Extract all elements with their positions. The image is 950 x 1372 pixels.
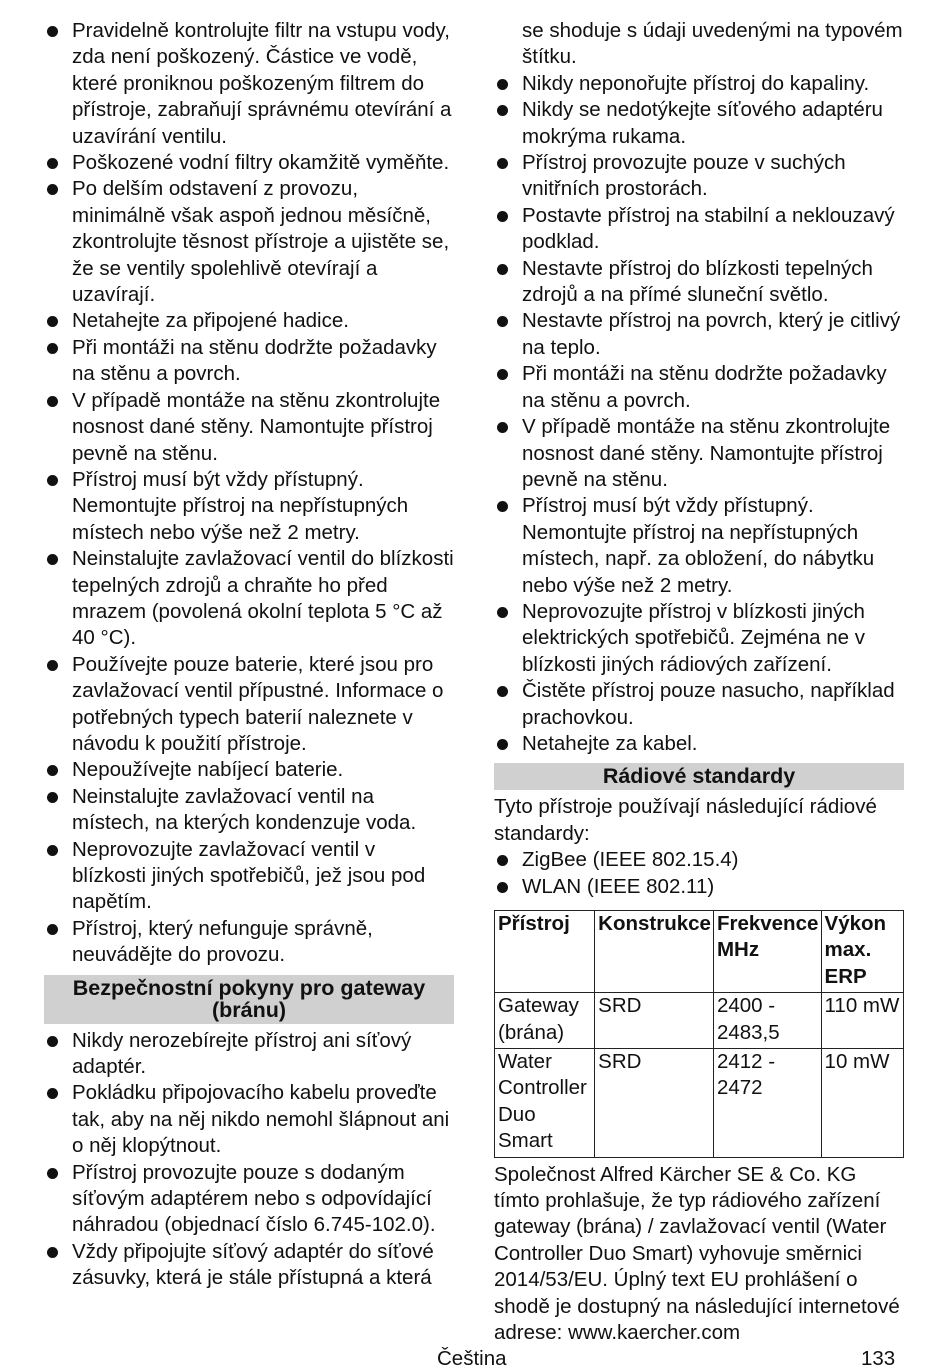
left-column — [44, 18, 454, 1292]
table-cell: Water Controller Duo Smart — [495, 1049, 595, 1158]
list-item: Nikdy neponořujte přístroj do kapaliny. — [494, 71, 904, 97]
gateway-safety-list — [44, 1028, 454, 1292]
table-header-cell: Přístroj — [495, 911, 595, 993]
radio-standards-heading: Rádiové standardy — [494, 763, 904, 790]
table-header-row — [495, 911, 904, 993]
table-cell: Gateway (brána) — [495, 993, 595, 1049]
list-item: Přístroj musí být vždy přístupný. Nemontujte přístroj na nepřístupných místech, např. za obložení, do nábytku nebo výše než 2 metry. — [494, 493, 904, 599]
list-item: ZigBee (IEEE 802.15.4) — [494, 847, 904, 873]
list-item: WLAN (IEEE 802.11) — [494, 874, 904, 900]
radio-table — [494, 910, 904, 1158]
list-item: Nikdy nerozebírejte přístroj ani síťový adaptér. — [44, 1028, 454, 1081]
list-item: Neinstalujte zavlažovací ventil do blízkosti tepelných zdrojů a chraňte ho před mrazem (povolená okolní teplota 5 °C až 40 °C). — [44, 546, 454, 652]
list-item: Při montáži na stěnu dodržte požadavky na stěnu a povrch. — [494, 361, 904, 414]
list-item: Pravidelně kontrolujte filtr na vstupu vody, zda není poškozený. Částice ve vodě, které proniknou poškozeným filtrem do přístroje, zabraňují správnému otevírání a uzavírání ventilu. — [44, 18, 454, 150]
continued-item-text: se shoduje s údaji uvedenými na typovém štítku. — [522, 19, 903, 69]
list-item: Přístroj provozujte pouze s dodaným síťovým adaptérem nebo s odpovídající náhradou (objednací číslo 6.745-102.0). — [44, 1160, 454, 1239]
list-item: Používejte pouze baterie, které jsou pro zavlažovací ventil přípustné. Informace o potřebných typech baterií naleznete v návodu k použití přístroje. — [44, 652, 454, 758]
list-item: Netahejte za připojené hadice. — [44, 308, 454, 334]
list-item: Nestavte přístroj na povrch, který je citlivý na teplo. — [494, 308, 904, 361]
list-item: Neprovozujte zavlažovací ventil v blízkosti jiných spotřebičů, jež jsou pod napětím. — [44, 837, 454, 916]
list-item: Poškozené vodní filtry okamžitě vyměňte. — [44, 150, 454, 176]
radio-intro-text: Tyto přístroje používají následující rádiové standardy: — [494, 795, 877, 845]
table-cell: 10 mW — [821, 1049, 903, 1158]
page-number: 133 — [861, 1347, 896, 1370]
list-item: Nikdy se nedotýkejte síťového adaptéru mokrýma rukama. — [494, 97, 904, 150]
gateway-safety-heading: Bezpečnostní pokyny pro gateway (bránu) — [44, 975, 454, 1024]
list-item: Nepoužívejte nabíjecí baterie. — [44, 757, 454, 783]
list-item: Čistěte přístroj pouze nasucho, například prachovkou. — [494, 678, 904, 731]
declaration-text: Společnost Alfred Kärcher SE & Co. KG tímto prohlašuje, že typ rádiového zařízení gateway (brána) / zavlažovací ventil (Water Controller Duo Smart) vyhovuje směrnici 2014/53/EU. Úplný text EU prohlášení o shodě je dostupný na následující internetové adrese: www.kaercher.com — [494, 1162, 900, 1345]
list-item: Neinstalujte zavlažovací ventil na místech, na kterých kondenzuje voda. — [44, 784, 454, 837]
list-item: V případě montáže na stěnu zkontrolujte nosnost dané stěny. Namontujte přístroj pevně na stěnu. — [44, 388, 454, 467]
list-item: Přístroj, který nefunguje správně, neuvádějte do provozu. — [44, 916, 454, 969]
list-item: Po delším odstavení z provozu, minimálně však aspoň jednou měsíčně, zkontrolujte těsnost přístroje a ujistěte se, že se ventily spolehlivě otevírají a uzavírají. — [44, 176, 454, 308]
list-item: Netahejte za kabel. — [494, 731, 904, 757]
list-item: Nestavte přístroj do blízkosti tepelných zdrojů a na přímé sluneční světlo. — [494, 256, 904, 309]
list-item: V případě montáže na stěnu zkontrolujte nosnost dané stěny. Namontujte přístroj pevně na stěnu. — [494, 414, 904, 493]
gateway-safety-list-continued — [494, 71, 904, 758]
table-cell: 2412 - 2472 — [713, 1049, 821, 1158]
list-item: Pokládku připojovacího kabelu proveďte tak, aby na něj nikdo nemohl šlápnout ani o něj klopýtnout. — [44, 1080, 454, 1159]
table-row — [495, 993, 904, 1049]
list-item: Vždy připojujte síťový adaptér do síťové zásuvky, která je stále přístupná a která — [44, 1239, 454, 1292]
table-cell: SRD — [595, 993, 714, 1049]
footer-language: Čeština — [437, 1347, 507, 1370]
table-header-cell: Výkon max. ERP — [821, 911, 903, 993]
list-item: Přístroj musí být vždy přístupný. Nemontujte přístroj na nepřístupných místech nebo výše než 2 metry. — [44, 467, 454, 546]
table-cell: 110 mW — [821, 993, 903, 1049]
table-cell: SRD — [595, 1049, 714, 1158]
table-row — [495, 1049, 904, 1158]
table-header-cell: Frekvence MHz — [713, 911, 821, 993]
list-item: Přístroj provozujte pouze v suchých vnitřních prostorách. — [494, 150, 904, 203]
radio-standards-list — [494, 847, 904, 900]
list-item: Při montáži na stěnu dodržte požadavky na stěnu a povrch. — [44, 335, 454, 388]
table-cell: 2400 - 2483,5 — [713, 993, 821, 1049]
right-column — [494, 18, 904, 1347]
table-header-cell: Konstrukce — [595, 911, 714, 993]
list-item: Neprovozujte přístroj v blízkosti jiných elektrických spotřebičů. Zejména ne v blízkosti jiných rádiových zařízení. — [494, 599, 904, 678]
general-safety-list — [44, 18, 454, 969]
list-item: Postavte přístroj na stabilní a neklouzavý podklad. — [494, 203, 904, 256]
